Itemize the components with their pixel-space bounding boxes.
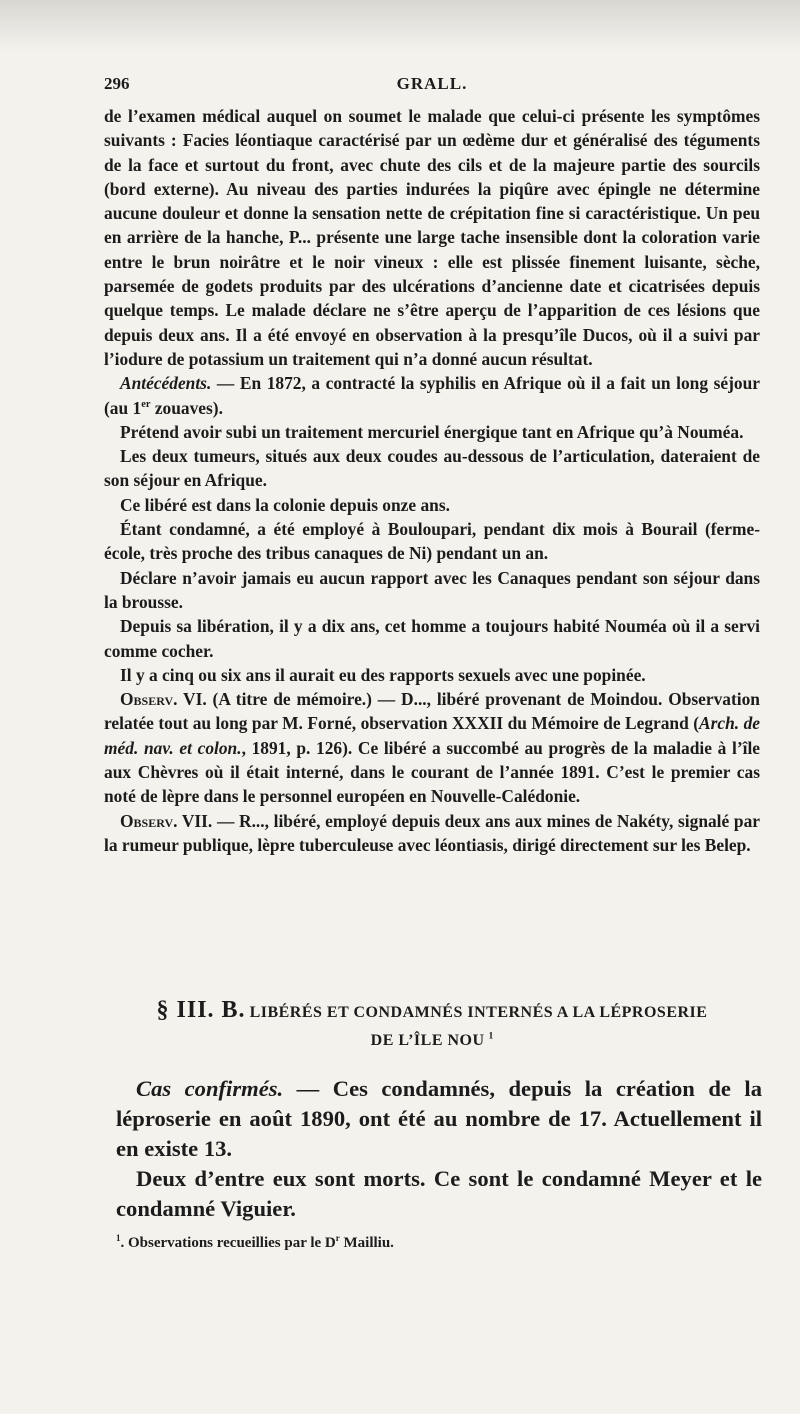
section-heading-line1: [104, 996, 760, 1027]
section-title-line2: DE L’ÎLE NOU: [370, 1032, 485, 1049]
observ-vi-citation: Arch. de méd. nav. et colon.: [104, 713, 760, 758]
footnote-text-b: Mailliu.: [339, 1235, 394, 1251]
footnote: [116, 1232, 716, 1254]
observ-vii-text: — R..., libéré, employé depuis deux ans aux mines de Nakéty, signalé par la rumeur publique, lèpre tuberculeuse avec léontiasis, dirigé directement sur les Belep.: [104, 810, 760, 855]
observ-vi-text-b: , 1891, p. 126). Ce libéré a succombé au progrès de la maladie à l’île aux Chèvres où il était interné, dans le courant de l’année 1891. C’est le premier cas noté de lèpre dans le personnel européen en Nouvelle-Calédonie.: [104, 737, 760, 807]
body-text-small: [104, 104, 760, 857]
observ-vi-label: Observ. VI.: [120, 689, 207, 710]
paragraph-colonie: Ce libéré est dans la colonie depuis onze ans.: [120, 494, 450, 515]
paragraph-traitement: Prétend avoir subi un traitement mercuriel énergique tant en Afrique qu’à Nouméa.: [120, 421, 744, 442]
paragraph-popinee: Il y a cinq ou six ans il aurait eu des rapports sexuels avec une popinée.: [120, 664, 646, 685]
section-number: § III. B.: [156, 997, 246, 1023]
cas-confirmes-label: Cas confirmés.: [136, 1076, 284, 1101]
antecedents-label: Antécédents.: [120, 373, 212, 394]
antecedents-text-a: — En 1872, a contracté la syphilis en Afrique où il a fait un long séjour (au 1: [104, 373, 760, 418]
page-header: [104, 74, 760, 98]
footnote-marker: 1: [116, 1233, 121, 1243]
paragraph-antecedents: [104, 371, 760, 420]
paragraph-cas-confirmes: [116, 1074, 762, 1164]
observ-vii-label: Observ. VII.: [120, 810, 213, 831]
paragraph-observ-vi: [104, 687, 760, 808]
running-head: GRALL.: [396, 74, 468, 93]
paragraph-tumeurs: Les deux tumeurs, situés aux deux coudes au-dessous de l’articulation, dateraient de son séjour en Afrique.: [104, 446, 760, 491]
page-number: 296: [104, 74, 130, 93]
section-heading: [104, 996, 760, 1055]
footnote-text-a: . Observations recueillies par le D: [120, 1235, 336, 1251]
paragraph-deaths: Deux d’entre eux sont morts. Ce sont le condamné Meyer et le condamné Viguier.: [116, 1166, 762, 1221]
body-text-large: [116, 1074, 762, 1224]
antecedents-text-b: zouaves).: [150, 397, 223, 418]
cas-confirmes-text: — Ces condamnés, depuis la création de la léproserie en août 1890, ont été au nombre de 17. Actuellement il en existe 13.: [116, 1076, 763, 1161]
section-title-line1: LIBÉRÉS ET CONDAMNÉS INTERNÉS A LA LÉPROSERIE: [249, 1004, 708, 1021]
paragraph-canaques: Déclare n’avoir jamais eu aucun rapport avec les Canaques pendant son séjour dans la brousse.: [104, 567, 760, 612]
section-heading-line2: [104, 1027, 760, 1055]
antecedents-sup: er: [141, 398, 151, 410]
paragraph-liberation: Depuis sa libération, il y a dix ans, cet homme a toujours habité Nouméa où il a servi comme cocher.: [104, 616, 760, 661]
paragraph-bouloupari: Étant condamné, a été employé à Bouloupari, pendant dix mois à Bourail (ferme-école, très proche des tribus canaques de Ni) pendant un an.: [104, 519, 760, 564]
paragraph-observ-vii: [104, 809, 760, 858]
footnote-sup: r: [335, 1233, 340, 1243]
observ-vi-text-a: (A titre de mémoire.) — D..., libéré provenant de Moindou. Observation relatée tout au long par M. Forné, observation XXXII du Mémoire de Legrand (: [104, 689, 760, 734]
section-footnote-ref: 1: [488, 1030, 494, 1042]
paragraph-examen: de l’examen médical auquel on soumet le malade que celui-ci présente les symptômes suivants : Facies léontiaque caractérisé par un œdème dur et généralisé des téguments de la face et surtout du front, avec chute des cils et de la majeure partie des sourcils (bord externe). Au niveau des parties indurées la piqûre avec épingle ne détermine aucune douleur et donne la sensation nette de crépitation fine si caractéristique. Un peu en arrière de la hanche, P... présente une large tache insensible dont la coloration varie entre le brun noirâtre et le noir vineux : elle est plissée finement luisante, sèche, parsemée de godets produits par des ulcérations d’ancienne date et cicatrisées depuis quelque temps. Le malade déclare ne s’être aperçu de l’apparition de ces lésions que depuis deux ans. Il a été envoyé en observation à la presqu’île Ducos, où il a suivi par l’iodure de potassium un traitement qui n’a donné aucun résultat.: [104, 106, 760, 369]
